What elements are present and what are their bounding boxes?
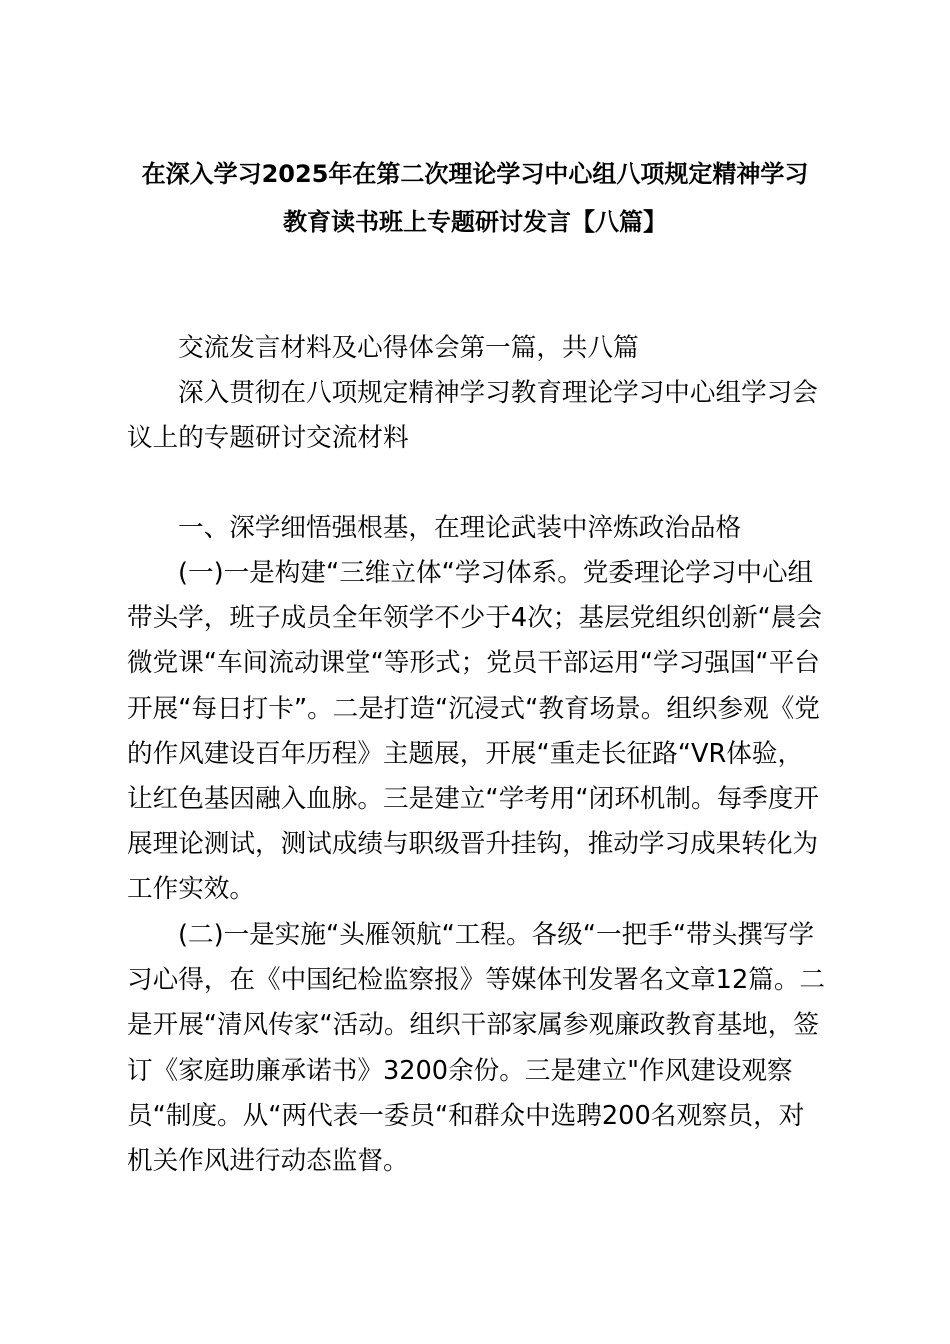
subtitle: 交流发言材料及心得体会第一篇，共八篇 — [178, 333, 639, 363]
article-heading: 深入贯彻在八项规定精神学习教育理论学习中心组学习会议上的专题研讨交流材料 — [127, 378, 818, 454]
document-title — [100, 150, 850, 246]
paragraph-1: (一)一是构建“三维立体“学习体系。党委理论学习中心组带头学，班子成员全年领学不少于4次；基层党组织创新“晨会微党课“车间流动课堂“等形式；党员干部运用“学习强国“平台开展“每日打卡”。二是打造“沉浸式“教育场景。组织参观《党的作风建设百年历程》主题展，开展“重走长征路“VR体验，让红色基因融入血脉。三是建立“学考用“闭环机制。每季度开展理论测试，测试成绩与职级晋升挂钩，推动学习成果转化为工作实效。 — [127, 558, 822, 905]
title-line-2: 教育读书班上专题研讨发言【八篇】 — [283, 208, 667, 236]
title-line-1: 在深入学习2025年在第二次理论学习中心组八项规定精神学习 — [141, 160, 809, 188]
section-heading: 一、深学细悟强根基，在理论武装中淬炼政治品格 — [178, 513, 742, 543]
paragraph-2: (二)一是实施“头雁领航“工程。各级“一把手“带头撰写学习心得，在《中国纪检监察报》等媒体刊发署名文章12篇。二是开展“清风传家“活动。组织干部家属参观廉政教育基地，签订《家庭助廉承诺书》3200余份。三是建立"作风建设观察员“制度。从“两代表一委员“和群众中选聘200名观察员，对机关作风进行动态监督。 — [127, 920, 826, 1177]
